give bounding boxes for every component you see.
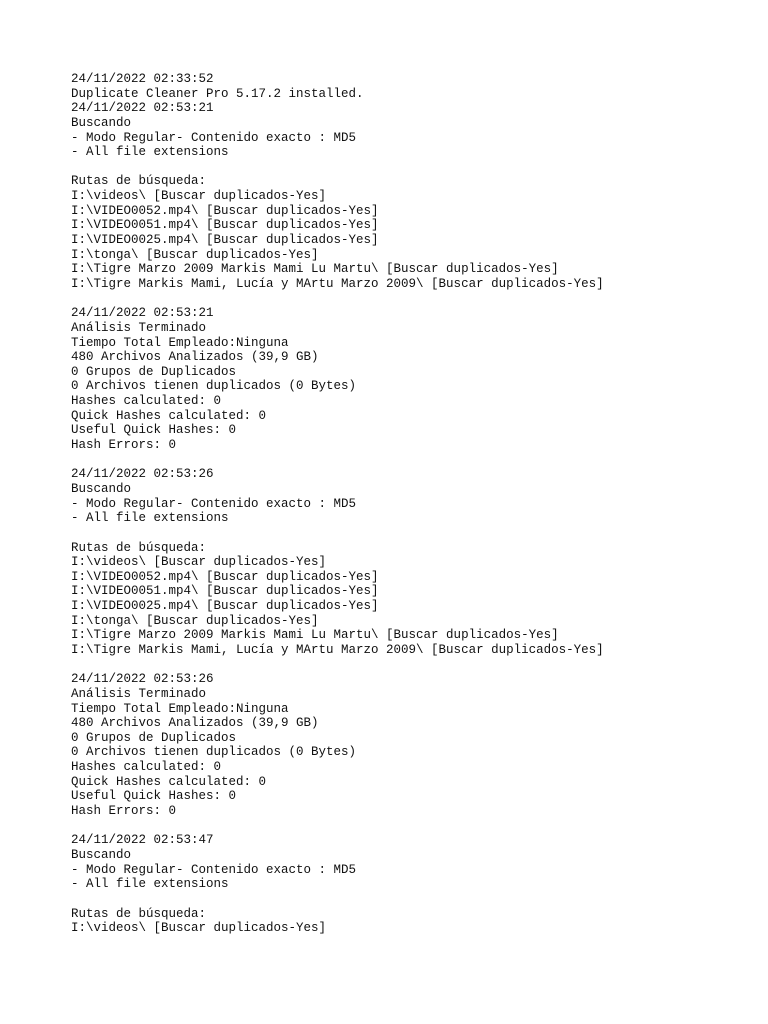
log-line: Análisis Terminado xyxy=(71,686,207,701)
log-line: I:\videos\ [Buscar duplicados-Yes] xyxy=(71,189,327,204)
log-line: Hashes calculated: 0 xyxy=(71,394,222,409)
log-line: I:\Tigre Marzo 2009 Markis Mami Lu Martu\ [Buscar duplicados-Yes] xyxy=(71,262,559,277)
log-line: Análisis Terminado xyxy=(71,320,207,335)
log-line: I:\VIDEO0025.mp4\ [Buscar duplicados-Yes] xyxy=(71,599,379,614)
log-line: Rutas de búsqueda: xyxy=(71,906,207,921)
blank-line xyxy=(71,292,751,307)
log-line: I:\VIDEO0052.mp4\ [Buscar duplicados-Yes] xyxy=(71,203,379,218)
log-line: 480 Archivos Analizados (39,9 GB) xyxy=(71,350,319,365)
log-line: 0 Archivos tienen duplicados (0 Bytes) xyxy=(71,745,357,760)
log-line: I:\tonga\ [Buscar duplicados-Yes] xyxy=(71,247,319,262)
log-line: Rutas de búsqueda: xyxy=(71,540,207,555)
log-line: 0 Archivos tienen duplicados (0 Bytes) xyxy=(71,379,357,394)
log-line: I:\videos\ [Buscar duplicados-Yes] xyxy=(71,555,327,570)
blank-line xyxy=(71,892,751,907)
log-line: 0 Grupos de Duplicados xyxy=(71,730,237,745)
log-line: Useful Quick Hashes: 0 xyxy=(71,423,237,438)
log-line: Buscando xyxy=(71,115,132,130)
log-line: I:\VIDEO0025.mp4\ [Buscar duplicados-Yes] xyxy=(71,233,379,248)
blank-line xyxy=(71,526,751,541)
blank-line xyxy=(71,453,751,468)
log-line: 24/11/2022 02:33:52 xyxy=(71,72,214,86)
log-line: Quick Hashes calculated: 0 xyxy=(71,408,267,423)
log-line: - Modo Regular- Contenido exacto : MD5 xyxy=(71,496,357,511)
log-line: 0 Grupos de Duplicados xyxy=(71,364,237,379)
log-line: Useful Quick Hashes: 0 xyxy=(71,789,237,804)
log-line: - Modo Regular- Contenido exacto : MD5 xyxy=(71,130,357,145)
log-line: Buscando xyxy=(71,481,132,496)
log-line: I:\VIDEO0051.mp4\ [Buscar duplicados-Yes] xyxy=(71,584,379,599)
log-line: 24/11/2022 02:53:47 xyxy=(71,833,214,848)
log-line: 24/11/2022 02:53:26 xyxy=(71,467,214,482)
log-line: I:\VIDEO0052.mp4\ [Buscar duplicados-Yes] xyxy=(71,569,379,584)
log-line: Hashes calculated: 0 xyxy=(71,760,222,775)
log-line: I:\tonga\ [Buscar duplicados-Yes] xyxy=(71,613,319,628)
log-line: Quick Hashes calculated: 0 xyxy=(71,774,267,789)
log-line: Duplicate Cleaner Pro 5.17.2 installed. xyxy=(71,86,364,101)
blank-line xyxy=(71,658,751,673)
log-line: - All file extensions xyxy=(71,145,229,160)
log-line: Hash Errors: 0 xyxy=(71,804,177,819)
log-line: Tiempo Total Empleado:Ninguna xyxy=(71,701,289,716)
log-line: Tiempo Total Empleado:Ninguna xyxy=(71,335,289,350)
log-line: - All file extensions xyxy=(71,511,229,526)
log-line: 24/11/2022 02:53:26 xyxy=(71,672,214,687)
blank-line xyxy=(71,160,751,175)
log-line: 24/11/2022 02:53:21 xyxy=(71,306,214,321)
log-line: I:\videos\ [Buscar duplicados-Yes] xyxy=(71,921,327,936)
log-line: - Modo Regular- Contenido exacto : MD5 xyxy=(71,862,357,877)
log-line: I:\Tigre Markis Mami, Lucía y MArtu Marzo 2009\ [Buscar duplicados-Yes] xyxy=(71,642,604,657)
log-document xyxy=(71,72,751,936)
log-line: 480 Archivos Analizados (39,9 GB) xyxy=(71,716,319,731)
log-line: Rutas de búsqueda: xyxy=(71,174,207,189)
log-line: Hash Errors: 0 xyxy=(71,438,177,453)
log-line: I:\VIDEO0051.mp4\ [Buscar duplicados-Yes] xyxy=(71,218,379,233)
log-line: - All file extensions xyxy=(71,877,229,892)
log-line: I:\Tigre Marzo 2009 Markis Mami Lu Martu\ [Buscar duplicados-Yes] xyxy=(71,628,559,643)
log-line: Buscando xyxy=(71,847,132,862)
blank-line xyxy=(71,819,751,834)
log-line: I:\Tigre Markis Mami, Lucía y MArtu Marzo 2009\ [Buscar duplicados-Yes] xyxy=(71,276,604,291)
log-line: 24/11/2022 02:53:21 xyxy=(71,101,214,116)
